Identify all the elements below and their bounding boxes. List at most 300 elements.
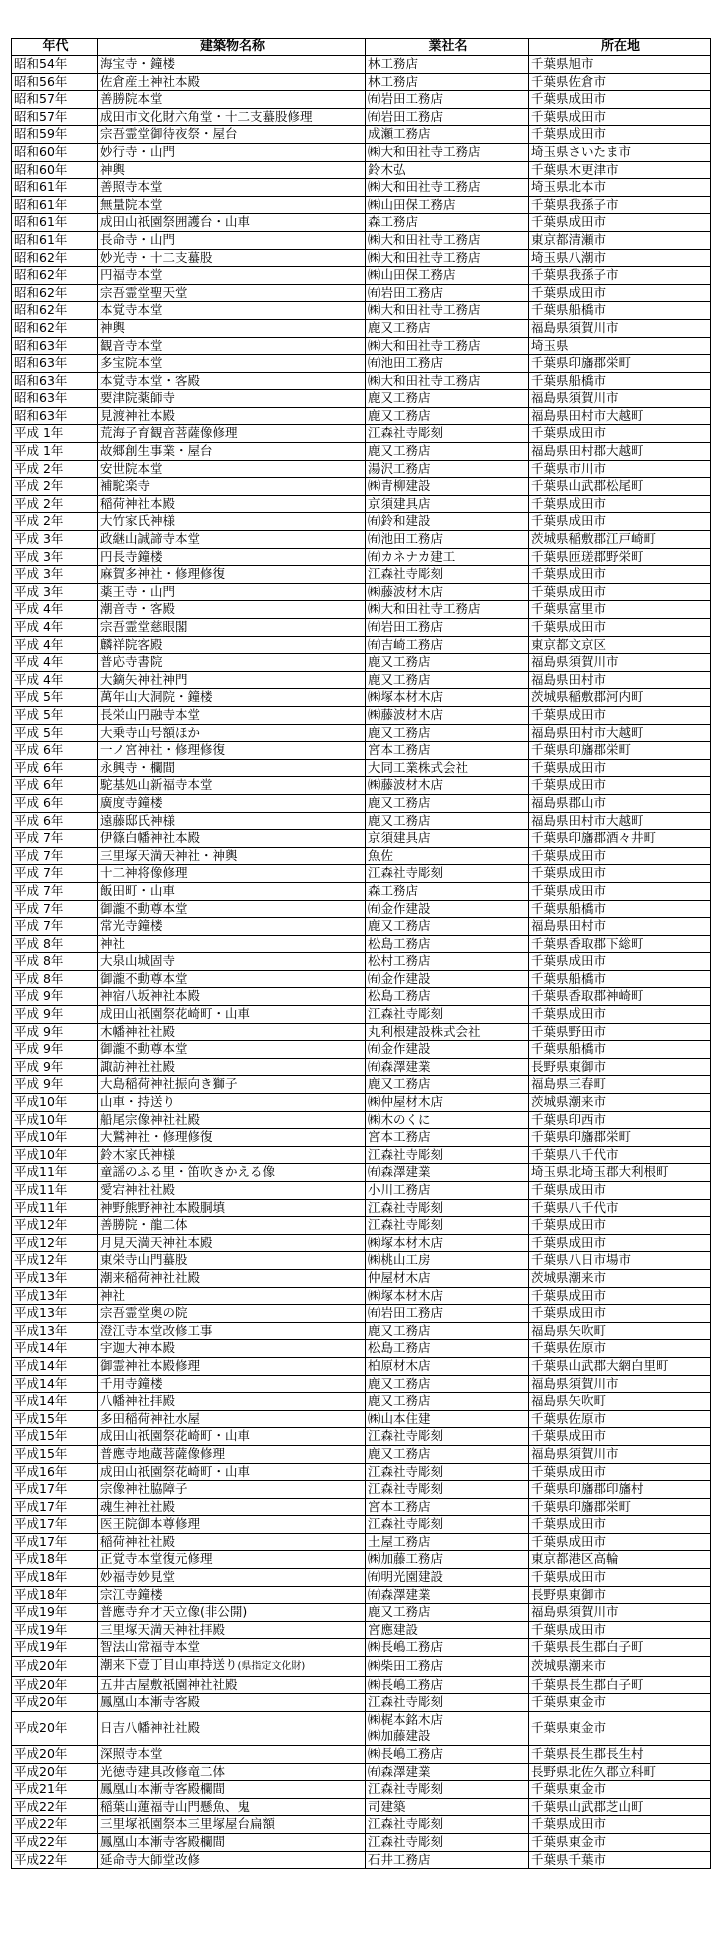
cell-building-name: 澄江寺本堂改修工事 [98, 1322, 366, 1340]
header-era: 年代 [12, 39, 98, 56]
cell-company-name: 江森社寺彫刻 [366, 1463, 529, 1481]
table-row [12, 267, 711, 285]
cell-location: 茨城県稲敷郡江戸崎町 [529, 531, 711, 549]
cell-company-name: 大同工業株式会社 [366, 759, 529, 777]
cell-building-name: 薬王寺・山門 [98, 583, 366, 601]
table-row [12, 284, 711, 302]
table-row [12, 478, 711, 496]
cell-location: 千葉県東金市 [529, 1694, 711, 1712]
cell-location: 千葉県成田市 [529, 1621, 711, 1639]
cell-location: 千葉県成田市 [529, 1428, 711, 1446]
table-row [12, 1657, 711, 1677]
table-row [12, 161, 711, 179]
cell-building-name: 木幡神社社殿 [98, 1023, 366, 1041]
cell-company-name: ㈱山田保工務店 [366, 196, 529, 214]
table-row [12, 1182, 711, 1200]
cell-era: 平成22年 [12, 1851, 98, 1869]
cell-location: 千葉県成田市 [529, 1816, 711, 1834]
cell-company-name: 松島工務店 [366, 935, 529, 953]
cell-company-name: 鹿又工務店 [366, 1445, 529, 1463]
cell-location: 千葉県成田市 [529, 566, 711, 584]
cell-location: 長野県北佐久郡立科町 [529, 1763, 711, 1781]
table-row [12, 1711, 711, 1745]
cell-company-name: ㈱大和田社寺工務店 [366, 179, 529, 197]
table-row [12, 601, 711, 619]
cell-era: 平成 7年 [12, 847, 98, 865]
cell-building-name: 御霊神社本殿修理 [98, 1357, 366, 1375]
cell-era: 昭和61年 [12, 214, 98, 232]
cell-location: 千葉県長生郡白子町 [529, 1639, 711, 1657]
cell-era: 昭和62年 [12, 319, 98, 337]
cell-building-name: 東栄寺山門蟇股 [98, 1252, 366, 1270]
cell-building-name: 本覚寺本堂 [98, 302, 366, 320]
table-row [12, 1006, 711, 1024]
cell-era: 平成14年 [12, 1375, 98, 1393]
cell-location: 福島県田村市大越町 [529, 724, 711, 742]
cell-era: 平成 9年 [12, 988, 98, 1006]
header-building-name: 建築物名称 [98, 39, 366, 56]
cell-building-name: 妙行寺・山門 [98, 143, 366, 161]
table-row [12, 1833, 711, 1851]
cell-location: 千葉県成田市 [529, 865, 711, 883]
cell-building-name: 普応寺書院 [98, 654, 366, 672]
cell-building-name [98, 1657, 366, 1677]
table-row [12, 390, 711, 408]
cell-location: 千葉県成田市 [529, 214, 711, 232]
table-row [12, 1234, 711, 1252]
table-row [12, 302, 711, 320]
cell-building-name: 長命寺・山門 [98, 231, 366, 249]
table-row [12, 566, 711, 584]
cell-company-name: 江森社寺彫刻 [366, 566, 529, 584]
cell-building-name: 成田山祇園祭花崎町・山車 [98, 1428, 366, 1446]
header-location: 所在地 [529, 39, 711, 56]
cell-location: 千葉県印旛郡栄町 [529, 742, 711, 760]
cell-building-name: 大竹家氏神様 [98, 513, 366, 531]
table-row [12, 1129, 711, 1147]
cell-era: 平成 7年 [12, 918, 98, 936]
cell-location: 千葉県佐倉市 [529, 73, 711, 91]
cell-era: 平成 9年 [12, 1023, 98, 1041]
cell-company-name: 京須建具店 [366, 495, 529, 513]
table-row [12, 583, 711, 601]
cell-building-name: 佐倉産土神社本殿 [98, 73, 366, 91]
cell-building-name: 童謡のふる里・笛吹きかえる像 [98, 1164, 366, 1182]
cell-company-name: ㈱塚本材木店 [366, 1234, 529, 1252]
cell-building-name: 常光寺鐘楼 [98, 918, 366, 936]
cell-building-name: 稲葉山蓮福寺山門懸魚、鬼 [98, 1798, 366, 1816]
table-row [12, 179, 711, 197]
cell-era: 平成 6年 [12, 742, 98, 760]
cell-era: 平成13年 [12, 1322, 98, 1340]
cell-era: 昭和60年 [12, 161, 98, 179]
cell-era: 平成 2年 [12, 460, 98, 478]
cell-era: 平成 6年 [12, 777, 98, 795]
cell-company-name: 土屋工務店 [366, 1533, 529, 1551]
cell-location: 千葉県千葉市 [529, 1851, 711, 1869]
cell-era: 平成20年 [12, 1746, 98, 1764]
company-name-line-1: ㈱梶本銘木店 [368, 1711, 444, 1727]
table-row [12, 724, 711, 742]
cell-building-name: 長栄山円融寺本堂 [98, 706, 366, 724]
cell-location: 千葉県成田市 [529, 619, 711, 637]
cell-location: 千葉県印旛郡栄町 [529, 355, 711, 373]
table-row [12, 953, 711, 971]
table-row [12, 1199, 711, 1217]
table-row [12, 654, 711, 672]
cell-building-name: 宗吾霊堂御待夜祭・屋台 [98, 126, 366, 144]
cell-era: 昭和56年 [12, 73, 98, 91]
table-row [12, 214, 711, 232]
cell-company-name: ㈱長嶋工務店 [366, 1676, 529, 1694]
cell-era: 昭和61年 [12, 231, 98, 249]
table-row [12, 196, 711, 214]
cell-building-name: 善勝院・龍二体 [98, 1217, 366, 1235]
table-row [12, 108, 711, 126]
cell-company-name: 鹿又工務店 [366, 918, 529, 936]
cell-building-name: 十二神将像修理 [98, 865, 366, 883]
cell-building-name: 成田市文化財六角堂・十二支蟇股修理 [98, 108, 366, 126]
cell-company-name: 成瀬工務店 [366, 126, 529, 144]
cell-era: 昭和62年 [12, 284, 98, 302]
cell-location: 千葉県船橋市 [529, 302, 711, 320]
cell-era: 平成 6年 [12, 759, 98, 777]
cell-era: 平成10年 [12, 1111, 98, 1129]
cell-era: 昭和62年 [12, 302, 98, 320]
cell-era: 平成15年 [12, 1445, 98, 1463]
cell-building-name: 御瀧不動尊本堂 [98, 900, 366, 918]
cell-era: 平成14年 [12, 1393, 98, 1411]
cell-location: 千葉県長生郡長生村 [529, 1746, 711, 1764]
cell-company-name: 京須建具店 [366, 830, 529, 848]
table-row [12, 126, 711, 144]
table-row [12, 337, 711, 355]
cell-company-name: ㈱藤波材木店 [366, 583, 529, 601]
cell-era: 平成20年 [12, 1694, 98, 1712]
cell-era: 平成15年 [12, 1410, 98, 1428]
header-company-name: 業社名 [366, 39, 529, 56]
cell-building-name: 三里塚天満天神社・神輿 [98, 847, 366, 865]
cell-location: 福島県田村市 [529, 918, 711, 936]
cell-era: 平成 4年 [12, 671, 98, 689]
cell-building-name: 神社 [98, 935, 366, 953]
cell-company-name: 小川工務店 [366, 1182, 529, 1200]
cell-era: 平成 8年 [12, 953, 98, 971]
cell-company-name: ㈱仲屋材木店 [366, 1094, 529, 1112]
table-row [12, 1763, 711, 1781]
cell-company-name: 鹿又工務店 [366, 654, 529, 672]
cell-building-name: 要津院薬師寺 [98, 390, 366, 408]
cell-era: 平成20年 [12, 1763, 98, 1781]
cell-location: 埼玉県 [529, 337, 711, 355]
cell-era: 平成 7年 [12, 900, 98, 918]
cell-building-name: 三里塚祇園祭本三里塚屋台扁額 [98, 1816, 366, 1834]
cell-company-name: 松村工務店 [366, 953, 529, 971]
cell-company-name: ㈱大和田社寺工務店 [366, 249, 529, 267]
cell-era: 昭和62年 [12, 249, 98, 267]
cell-company-name: ㈱長嶋工務店 [366, 1639, 529, 1657]
cell-building-name: 諏訪神社社殿 [98, 1058, 366, 1076]
cell-era: 平成 9年 [12, 1006, 98, 1024]
cell-building-name: 神野熊野神社本殿胴填 [98, 1199, 366, 1217]
cell-era: 平成10年 [12, 1129, 98, 1147]
table-row [12, 1604, 711, 1622]
cell-location: 千葉県成田市 [529, 108, 711, 126]
cell-building-name: 妙福寺妙見堂 [98, 1569, 366, 1587]
cell-location: 茨城県潮来市 [529, 1094, 711, 1112]
cell-company-name: 江森社寺彫刻 [366, 1694, 529, 1712]
table-row [12, 882, 711, 900]
cell-era: 平成 7年 [12, 830, 98, 848]
cell-company-name: 鹿又工務店 [366, 1375, 529, 1393]
cell-company-name: ㈲岩田工務店 [366, 1305, 529, 1323]
cell-era: 平成16年 [12, 1463, 98, 1481]
cell-era: 昭和54年 [12, 56, 98, 74]
cell-location: 千葉県匝瑳郡野栄町 [529, 548, 711, 566]
table-row [12, 1041, 711, 1059]
cell-building-name: 普應寺弁才天立像(非公開) [98, 1604, 366, 1622]
cell-building-name: 医王院御本尊修理 [98, 1516, 366, 1534]
cell-location: 茨城県潮来市 [529, 1657, 711, 1677]
cell-era: 平成 1年 [12, 425, 98, 443]
table-row [12, 1445, 711, 1463]
cell-location: 千葉県山武郡芝山町 [529, 1798, 711, 1816]
cell-era: 平成 2年 [12, 478, 98, 496]
cell-company-name: 宮本工務店 [366, 1498, 529, 1516]
table-row [12, 830, 711, 848]
cell-building-name: 政継山誠諦寺本堂 [98, 531, 366, 549]
cell-building-name: 月見天満天神社本殿 [98, 1234, 366, 1252]
cell-location: 千葉県富里市 [529, 601, 711, 619]
company-name-line-2: ㈱加藤建設 [368, 1728, 431, 1744]
cell-company-name: ㈱桃山工房 [366, 1252, 529, 1270]
cell-building-name: 伊篠白幡神社本殿 [98, 830, 366, 848]
table-row [12, 847, 711, 865]
cell-location: 千葉県船橋市 [529, 1041, 711, 1059]
cell-era: 平成19年 [12, 1639, 98, 1657]
table-row [12, 1481, 711, 1499]
cell-building-name: 潮音寺・客殿 [98, 601, 366, 619]
cell-company-name: 宮應建設 [366, 1621, 529, 1639]
cell-company-name: ㈱青柳建設 [366, 478, 529, 496]
cell-location: 千葉県成田市 [529, 1234, 711, 1252]
cell-company-name: 鹿又工務店 [366, 319, 529, 337]
cell-location: 千葉県印旛郡栄町 [529, 1498, 711, 1516]
table-row [12, 1076, 711, 1094]
cell-company-name: ㈲鈴和建設 [366, 513, 529, 531]
cell-era: 平成13年 [12, 1305, 98, 1323]
cell-location: 千葉県成田市 [529, 1006, 711, 1024]
cell-building-name: 大島稲荷神社振向き獅子 [98, 1076, 366, 1094]
cell-company-name: ㈲吉崎工務店 [366, 636, 529, 654]
cell-location: 東京都清瀬市 [529, 231, 711, 249]
cell-era: 平成 5年 [12, 724, 98, 742]
cell-era: 平成 9年 [12, 1076, 98, 1094]
cell-building-name: 宇迦大神本殿 [98, 1340, 366, 1358]
table-row [12, 1357, 711, 1375]
table-row [12, 1533, 711, 1551]
cell-location: 千葉県印旛郡印旛村 [529, 1481, 711, 1499]
cell-company-name: ㈱塚本材木店 [366, 1287, 529, 1305]
cell-building-name: 御瀧不動尊本堂 [98, 970, 366, 988]
table-row [12, 513, 711, 531]
cell-company-name: ㈲カネナカ建工 [366, 548, 529, 566]
cell-era: 平成 2年 [12, 513, 98, 531]
cell-location: 福島県須賀川市 [529, 1375, 711, 1393]
cell-company-name: 湯沢工務店 [366, 460, 529, 478]
table-row [12, 1252, 711, 1270]
cell-building-name: 神輿 [98, 319, 366, 337]
cell-era: 平成21年 [12, 1781, 98, 1799]
table-row [12, 1217, 711, 1235]
cell-location: 千葉県木更津市 [529, 161, 711, 179]
table-row [12, 495, 711, 513]
cell-building-name: 船尾宗像神社社殿 [98, 1111, 366, 1129]
cell-era: 平成 9年 [12, 1058, 98, 1076]
cell-location: 千葉県八千代市 [529, 1199, 711, 1217]
cell-company-name: 鹿又工務店 [366, 407, 529, 425]
cell-era: 昭和61年 [12, 196, 98, 214]
table-row [12, 1621, 711, 1639]
cell-location: 茨城県潮来市 [529, 1269, 711, 1287]
cell-location: 千葉県東金市 [529, 1711, 711, 1745]
cell-location: 千葉県東金市 [529, 1781, 711, 1799]
cell-building-name: 延命寺大師堂改修 [98, 1851, 366, 1869]
table-row [12, 443, 711, 461]
table-row [12, 1676, 711, 1694]
cell-era: 平成11年 [12, 1199, 98, 1217]
cell-location: 福島県田村郡大越町 [529, 443, 711, 461]
cell-company-name: 鹿又工務店 [366, 724, 529, 742]
cell-era: 平成 9年 [12, 1041, 98, 1059]
cell-company-name: 林工務店 [366, 73, 529, 91]
cell-location: 千葉県印旛郡酒々井町 [529, 830, 711, 848]
cell-location: 千葉県成田市 [529, 1569, 711, 1587]
cell-company-name: ㈲金作建設 [366, 970, 529, 988]
cell-company-name: ㈲池田工務店 [366, 531, 529, 549]
cell-building-name: 安世院本堂 [98, 460, 366, 478]
table-row [12, 91, 711, 109]
cell-company-name: 丸利根建設株式会社 [366, 1023, 529, 1041]
table-row [12, 1164, 711, 1182]
cell-building-name: 無量院本堂 [98, 196, 366, 214]
cell-location: 千葉県印旛郡栄町 [529, 1129, 711, 1147]
cell-location: 千葉県成田市 [529, 1533, 711, 1551]
cell-company-name: ㈲岩田工務店 [366, 108, 529, 126]
cell-building-name: 千用寺鐘楼 [98, 1375, 366, 1393]
cell-company-name: 仲屋材木店 [366, 1269, 529, 1287]
cell-location: 埼玉県北本市 [529, 179, 711, 197]
cell-era: 平成 2年 [12, 495, 98, 513]
cell-building-name: 遠藤邸氏神様 [98, 812, 366, 830]
cell-location: 千葉県印西市 [529, 1111, 711, 1129]
cell-era: 平成22年 [12, 1833, 98, 1851]
cell-location: 千葉県長生郡白子町 [529, 1676, 711, 1694]
cell-era: 平成20年 [12, 1676, 98, 1694]
cell-company-name: ㈲金作建設 [366, 1041, 529, 1059]
table-row [12, 935, 711, 953]
cell-location: 千葉県成田市 [529, 425, 711, 443]
cell-company-name: ㈲岩田工務店 [366, 284, 529, 302]
cell-era: 平成17年 [12, 1498, 98, 1516]
cell-company-name: 江森社寺彫刻 [366, 1516, 529, 1534]
cell-company-name: ㈱塚本材木店 [366, 689, 529, 707]
cell-location: 埼玉県さいたま市 [529, 143, 711, 161]
table-body [12, 56, 711, 1869]
cell-building-name: 円長寺鐘楼 [98, 548, 366, 566]
cell-company-name: ㈱加藤工務店 [366, 1551, 529, 1569]
table-row [12, 918, 711, 936]
cell-location: 千葉県我孫子市 [529, 267, 711, 285]
cell-building-name: 見渡神社本殿 [98, 407, 366, 425]
cell-company-name [366, 1711, 529, 1745]
cell-building-name: 駝基処山新福寺本堂 [98, 777, 366, 795]
cell-era: 平成 3年 [12, 531, 98, 549]
table-row [12, 865, 711, 883]
table-row [12, 1023, 711, 1041]
cell-company-name: 松島工務店 [366, 1340, 529, 1358]
cell-company-name: 江森社寺彫刻 [366, 1781, 529, 1799]
cell-company-name: 江森社寺彫刻 [366, 1199, 529, 1217]
cell-era: 平成 3年 [12, 583, 98, 601]
cell-building-name: 麟祥院客殿 [98, 636, 366, 654]
cell-location: 長野県東御市 [529, 1586, 711, 1604]
cell-era: 平成14年 [12, 1357, 98, 1375]
cell-location: 福島県須賀川市 [529, 654, 711, 672]
cell-location: 千葉県成田市 [529, 126, 711, 144]
table-row [12, 1094, 711, 1112]
cell-company-name: 魚佐 [366, 847, 529, 865]
cell-company-name: ㈱藤波材木店 [366, 706, 529, 724]
cell-company-name: ㈲森澤建業 [366, 1763, 529, 1781]
cell-building-name: 深照寺本堂 [98, 1746, 366, 1764]
cell-era: 平成 3年 [12, 548, 98, 566]
cell-company-name: ㈱大和田社寺工務店 [366, 372, 529, 390]
cell-era: 平成17年 [12, 1516, 98, 1534]
cell-era: 平成19年 [12, 1604, 98, 1622]
table-row [12, 1851, 711, 1869]
cell-building-name: 愛宕神社社殿 [98, 1182, 366, 1200]
cell-era: 平成 3年 [12, 566, 98, 584]
cell-company-name: 松島工務店 [366, 988, 529, 1006]
table-row [12, 1816, 711, 1834]
table-row [12, 970, 711, 988]
cell-era: 昭和63年 [12, 390, 98, 408]
cell-location: 千葉県成田市 [529, 1287, 711, 1305]
cell-building-name: 稲荷神社社殿 [98, 1533, 366, 1551]
table-row [12, 1058, 711, 1076]
cell-location: 埼玉県八潮市 [529, 249, 711, 267]
cell-building-name: 善勝院本堂 [98, 91, 366, 109]
cell-building-name: 大泉山城固寺 [98, 953, 366, 971]
cell-company-name: ㈲岩田工務店 [366, 619, 529, 637]
cell-location: 千葉県成田市 [529, 91, 711, 109]
table-row [12, 1340, 711, 1358]
cell-era: 平成 4年 [12, 654, 98, 672]
cell-era: 平成13年 [12, 1287, 98, 1305]
cell-building-name: 大鏑矢神社神門 [98, 671, 366, 689]
cell-era: 平成14年 [12, 1340, 98, 1358]
cell-building-name: 宗吾霊堂奥の院 [98, 1305, 366, 1323]
cell-location: 千葉県山武郡松尾町 [529, 478, 711, 496]
cell-building-name: 神宿八坂神社本殿 [98, 988, 366, 1006]
cell-building-name: 荒海子育観音菩薩像修理 [98, 425, 366, 443]
cell-era: 昭和57年 [12, 91, 98, 109]
table-row [12, 425, 711, 443]
table-row [12, 759, 711, 777]
cell-location: 千葉県成田市 [529, 1305, 711, 1323]
cell-company-name: ㈲森澤建業 [366, 1058, 529, 1076]
